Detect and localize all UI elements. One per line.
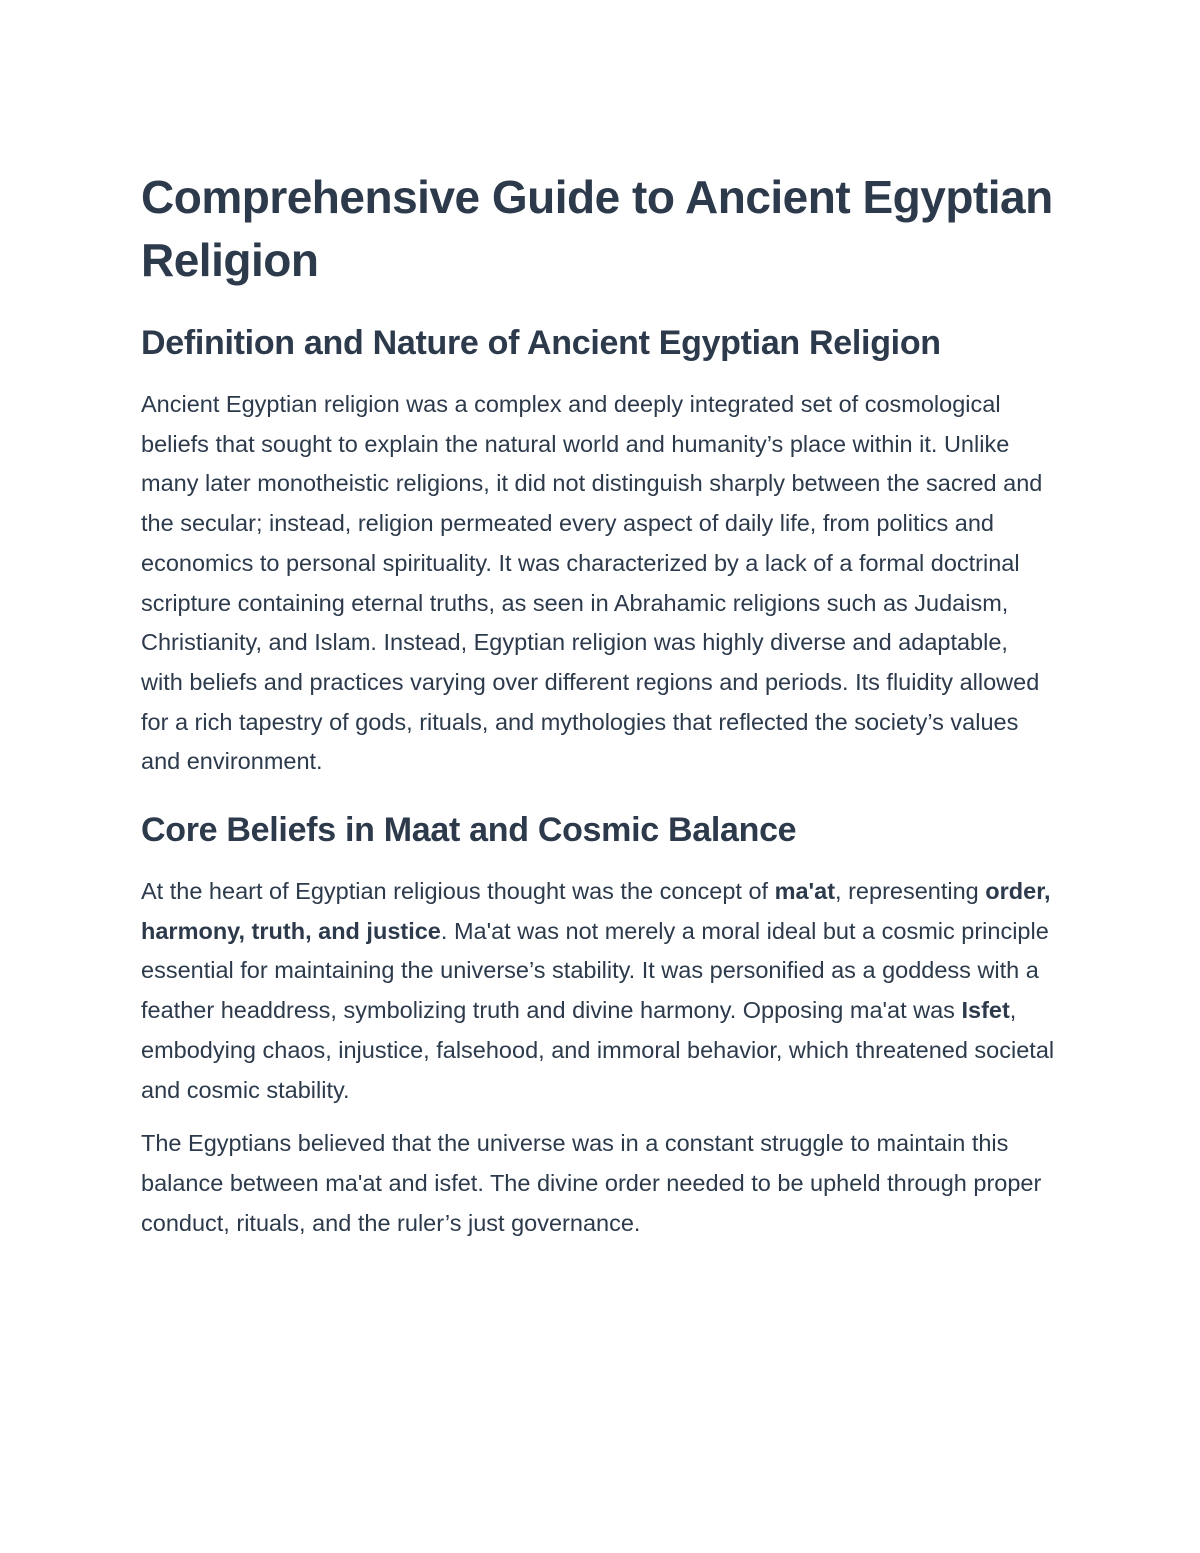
paragraph-definition: Ancient Egyptian religion was a complex and deeply integrated set of cosmological beliefs that sought to explain the natural world and humanity’s place within it. Unlike many later monotheistic religions, it did not distinguish sharply between the sacred and the secular; instead, religion permeated every aspect of daily life, from politics and economics to personal spirituality. It was characterized by a lack of a formal doctrinal scripture containing eternal truths, as seen in Abrahamic religions such as Judaism, Christianity, and Islam. Instead, Egyptian religion was highly diverse and adaptable, with beliefs and practices varying over different regions and periods. Its fluidity allowed for a rich tapestry of gods, rituals, and mythologies that reflected the society’s values and environment. <box>141 391 1043 775</box>
paragraph-balance: The Egyptians believed that the universe was in a constant struggle to maintain this balance between ma'at and isfet. The divine order needed to be upheld through proper conduct, rituals, and the ruler’s just governance. <box>141 1130 1042 1236</box>
section-heading-definition: Definition and Nature of Ancient Egyptian Religion <box>141 324 941 362</box>
text-run: , representing <box>835 878 986 905</box>
section-heading-core-beliefs: Core Beliefs in Maat and Cosmic Balance <box>141 811 797 850</box>
document-page <box>141 166 1056 1243</box>
text-run: At the heart of Egyptian religious thought was the concept of <box>141 878 775 905</box>
text-run: , embodying chaos, injustice, falsehood, and immoral behavior, which threatened societal and cosmic stability. <box>141 997 1055 1103</box>
bold-term-isfet: Isfet <box>961 997 1010 1024</box>
paragraph-maat <box>141 872 1056 1110</box>
document-title: Comprehensive Guide to Ancient Egyptian Religion <box>141 171 1053 286</box>
text-run: . Ma'at was not merely a moral ideal but a cosmic principle essential for maintaining the universe’s stability. It was personified as a goddess with a feather headdress, symbolizing truth and divine harmony. Opposing ma'at was <box>141 917 1049 1024</box>
bold-term-order-harmony: order, harmony, truth, and justice <box>141 878 1051 944</box>
bold-term-maat: ma'at <box>774 878 836 905</box>
